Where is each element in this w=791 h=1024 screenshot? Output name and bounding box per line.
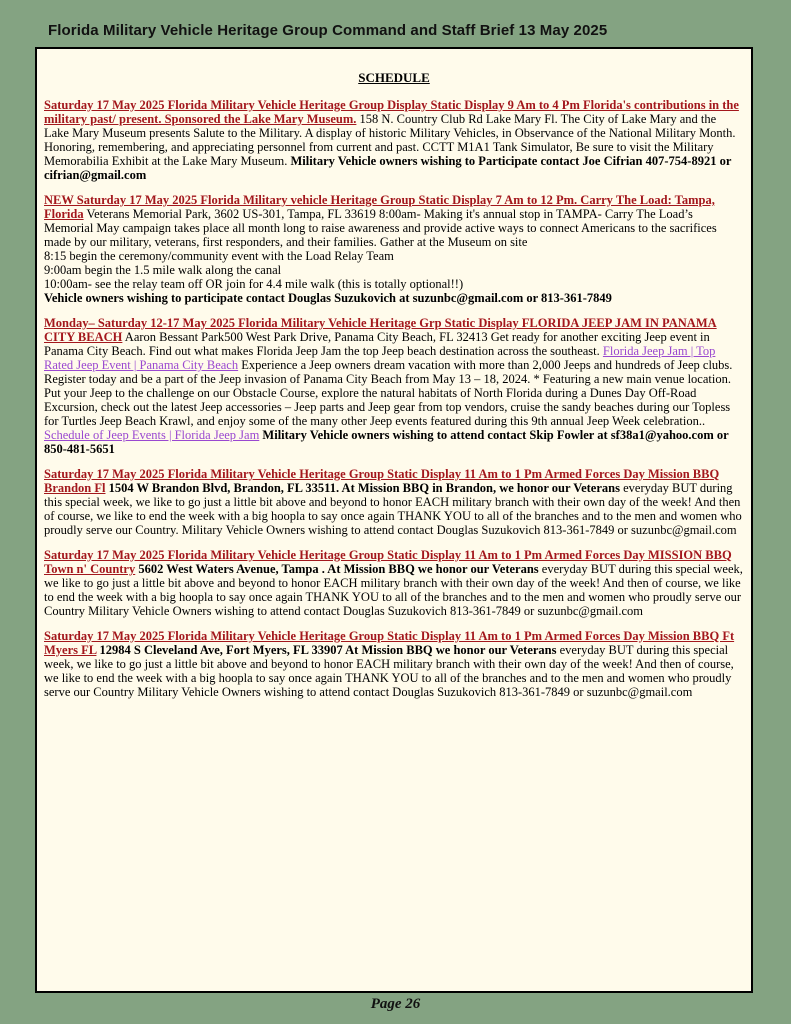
event-heading: Monday– Saturday 12-17 May 2025 Florida Military Vehicle Heritage Grp Static Display FLORIDA JEEP JAM IN PANAMA CITY BEACH bbox=[44, 316, 717, 344]
event-lake-mary bbox=[44, 98, 744, 182]
page-number: Page 26 bbox=[370, 996, 421, 1012]
event-heading: Saturday 17 May 2025 Florida Military Vehicle Heritage Group Static Display 11 Am to 1 Pm Armed Forces Day Mission BBQ Ft Myers FL bbox=[44, 629, 735, 657]
event-address: 12984 S Cleveland Ave, Fort Myers, FL 33907 At Mission BBQ we honor our Veterans bbox=[96, 643, 557, 657]
event-mission-bbq-town-n-country bbox=[44, 548, 744, 618]
event-heading: NEW Saturday 17 May 2025 Florida Military vehicle Heritage Group Static Display 7 Am to 12 Pm. Carry The Load: Tampa, Florida bbox=[44, 193, 715, 221]
schedule-panel bbox=[35, 47, 753, 993]
event-body: everyday BUT during this special week, we like to go just a little bit above and beyond to honor EACH military branch with their own day of the week! And then of course, we like to end the week with a big hoopla to say once again THANK YOU to all of the branches and to the men and women who proudly serve our Country. Military Vehicle Owners wishing to attend contact Douglas Suzukovich 813-361-7849 or suzunbc@gmail.com bbox=[44, 481, 742, 537]
event-mission-bbq-brandon bbox=[44, 467, 744, 537]
event-timeline bbox=[44, 249, 744, 291]
event-heading: Saturday 17 May 2025 Florida Military Vehicle Heritage Group Static Display 11 Am to 1 Pm Armed Forces Day MISSION BBQ Town n' Country bbox=[44, 548, 732, 576]
event-body: everyday BUT during this special week, we like to go just a little bit above and beyond to honor EACH military branch with their own day of the week! And then of course, we like to end the week with a big hoopla to say once again THANK YOU to all of the branches and to the men and women who proudly serve our Country Military Vehicle Owners wishing to attend contact Douglas Suzukovich 813-361-7849 or suzunbc@gmail.com bbox=[44, 643, 734, 699]
jeep-jam-link[interactable]: Florida Jeep Jam | Top Rated Jeep Event | Panama City Beach bbox=[44, 344, 716, 372]
event-body: Aaron Bessant Park500 West Park Drive, Panama City Beach, FL 32413 Get ready for another exciting Jeep event in Panama City Beach. Find out what makes Florida Jeep Jam the top Jeep beach destination across the southeast. bbox=[44, 330, 710, 358]
event-mission-bbq-ft-myers bbox=[44, 629, 744, 699]
event-body: Veterans Memorial Park, 3602 US-301, Tampa, FL 33619 8:00am- Making it's annual stop in TAMPA- Carry The Load’s Memorial May campaign takes place all month long to raise awareness and provide active ways to connect Americans to the sacrifices made by our military, veterans, first responders, and their families. Gather at the Museum on site bbox=[44, 207, 717, 249]
event-address: 1504 W Brandon Blvd, Brandon, FL 33511. At Mission BBQ in Brandon, we honor our Veterans bbox=[105, 481, 620, 495]
event-jeep-jam bbox=[44, 316, 744, 456]
event-body: everyday BUT during this special week, we like to go just a little bit above and beyond to honor EACH military branch with their own day of the week! And then of course, we like to end the week with a big hoopla to say once again THANK YOU to all of the branches and to the men and women who proudly serve our Country Military Vehicle Owners wishing to attend contact Douglas Suzukovich 813-361-7849 or suzunbc@gmail.com bbox=[44, 562, 743, 618]
event-tampa-carry-the-load bbox=[44, 193, 744, 305]
timeline-line: 8:15 begin the ceremony/community event with the Load Relay Team bbox=[44, 249, 394, 263]
schedule-title: SCHEDULE bbox=[358, 70, 430, 85]
timeline-line: 9:00am begin the 1.5 mile walk along the canal bbox=[44, 263, 282, 277]
timeline-line: 10:00am- see the relay team off OR join for 4.4 mile walk (this is totally optional!!) bbox=[44, 277, 464, 291]
event-contact: Military Vehicle owners wishing to attend contact Skip Fowler at sf38a1@yahoo.com or 850-481-5651 bbox=[44, 428, 729, 456]
jeep-schedule-link[interactable]: Schedule of Jeep Events | Florida Jeep Jam bbox=[44, 428, 260, 442]
event-address: 5602 West Waters Avenue, Tampa . At Mission BBQ we honor our Veterans bbox=[135, 562, 539, 576]
event-heading: Saturday 17 May 2025 Florida Military Vehicle Heritage Group Display Static Display 9 Am to 4 Pm Florida's contributions in the military past/ present. Sponsored the Lake Mary Museum. bbox=[44, 98, 739, 126]
event-body: 158 N. Country Club Rd Lake Mary Fl. The City of Lake Mary and the Lake Mary Museum presents Salute to the Military. A display of historic Military Vehicles, in Observance of the National Military Month. Honoring, remembering, and appreciating personnel from current and past. CCTT M1A1 Tank Simulator, Be sure to visit the Military Memorabilia Exhibit at the Lake Mary Museum. bbox=[44, 112, 736, 168]
event-contact: Vehicle owners wishing to participate contact Douglas Suzukovich at suzunbc@gmail.com or 813-361-7849 bbox=[44, 291, 612, 305]
page-header-title: Florida Military Vehicle Heritage Group Command and Staff Brief 13 May 2025 bbox=[48, 22, 608, 39]
event-contact: Military Vehicle owners wishing to Participate contact Joe Cifrian 407-754-8921 or cifrian@gmail.com bbox=[44, 154, 732, 182]
event-heading: Saturday 17 May 2025 Florida Military Vehicle Heritage Group Static Display 11 Am to 1 Pm Armed Forces Day Mission BBQ Brandon Fl bbox=[44, 467, 720, 495]
event-body-continued: Experience a Jeep owners dream vacation with more than 2,000 Jeeps and hundreds of Jeep clubs. Register today and be a part of the Jeep invasion of Panama City Beach from May 13 – 18, 2024. * Featuring a new main venue location. Put your Jeep to the challenge on our Obstacle Course, explore the natural habitats of North Florida during a Dunes Day Off-Road Excursion, check out the latest Jeep accessories – Jeep parts and Jeep gear from top vendors, cruise the sandy beaches during our Topless for Turtles Jeep Beach Krawl, and enjoy some of the many other Jeep events featured during this 9th annual Jeep Week celebration.. bbox=[44, 358, 733, 428]
